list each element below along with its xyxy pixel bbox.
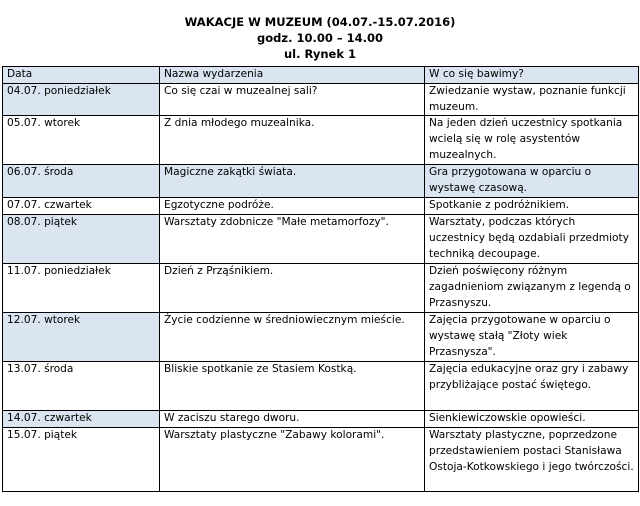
column-header-event: Nazwa wydarzenia [160, 67, 425, 84]
row-date: 04.07. poniedziałek [3, 83, 160, 116]
column-header-activity: W co się bawimy? [425, 67, 639, 84]
row-event: Życie codzienne w średniowiecznym mieście. [160, 313, 425, 362]
row-date: 05.07. wtorek [3, 116, 160, 165]
row-date: 14.07. czwartek [3, 411, 160, 428]
row-date: 12.07. wtorek [3, 313, 160, 362]
row-activity: Warsztaty plastyczne, poprzedzone przedstawieniem postaci Stanisława Ostoja-Kotkowskiego i jego twórczości. [425, 428, 639, 492]
table-row [3, 215, 639, 264]
table-row [3, 313, 639, 362]
row-event: Bliskie spotkanie ze Stasiem Kostką. [160, 362, 425, 411]
row-event: Dzień z Prząśnikiem. [160, 264, 425, 313]
table-header-row [3, 67, 639, 84]
row-activity: Gra przygotowana w oparciu o wystawę czasową. [425, 165, 639, 198]
document-title: WAKACJE W MUZEUM (04.07.-15.07.2016) [184, 15, 456, 29]
row-date: 07.07. czwartek [3, 198, 160, 215]
row-activity: Warsztaty, podczas których uczestnicy będą ozdabiali przedmioty techniką decoupage. [425, 215, 639, 264]
row-event: W zaciszu starego dworu. [160, 411, 425, 428]
row-date: 06.07. środa [3, 165, 160, 198]
table-row [3, 165, 639, 198]
row-activity: Spotkanie z podróżnikiem. [425, 198, 639, 215]
row-event: Magiczne zakątki świata. [160, 165, 425, 198]
row-activity: Dzień poświęcony różnym zagadnieniom związanym z legendą o Przasnyszu. [425, 264, 639, 313]
row-event: Warsztaty plastyczne "Zabawy kolorami". [160, 428, 425, 492]
document-header [0, 14, 640, 62]
table-row [3, 362, 639, 411]
row-event: Egzotyczne podróże. [160, 198, 425, 215]
row-date: 11.07. poniedziałek [3, 264, 160, 313]
table-row [3, 428, 639, 492]
row-event: Z dnia młodego muzealnika. [160, 116, 425, 165]
column-header-date: Data [3, 67, 160, 84]
row-date: 08.07. piątek [3, 215, 160, 264]
schedule-table [2, 66, 639, 492]
row-date: 15.07. piątek [3, 428, 160, 492]
row-activity: Zajęcia edukacyjne oraz gry i zabawy przybliżające postać świętego. [425, 362, 639, 411]
row-event: Warsztaty zdobnicze "Małe metamorfozy". [160, 215, 425, 264]
row-event: Co się czai w muzealnej sali? [160, 83, 425, 116]
row-activity: Na jeden dzień uczestnicy spotkania wcielą się w rolę asystentów muzealnych. [425, 116, 639, 165]
table-row [3, 198, 639, 215]
hours-line: godz. 10.00 – 14.00 [257, 31, 383, 45]
row-date: 13.07. środa [3, 362, 160, 411]
table-row [3, 83, 639, 116]
row-activity: Zwiedzanie wystaw, poznanie funkcji muzeum. [425, 83, 639, 116]
table-row [3, 411, 639, 428]
row-activity: Zajęcia przygotowane w oparciu o wystawę stałą "Złoty wiek Przasnysza". [425, 313, 639, 362]
row-activity: Sienkiewiczowskie opowieści. [425, 411, 639, 428]
table-row [3, 264, 639, 313]
table-row [3, 116, 639, 165]
address-line: ul. Rynek 1 [284, 47, 356, 61]
